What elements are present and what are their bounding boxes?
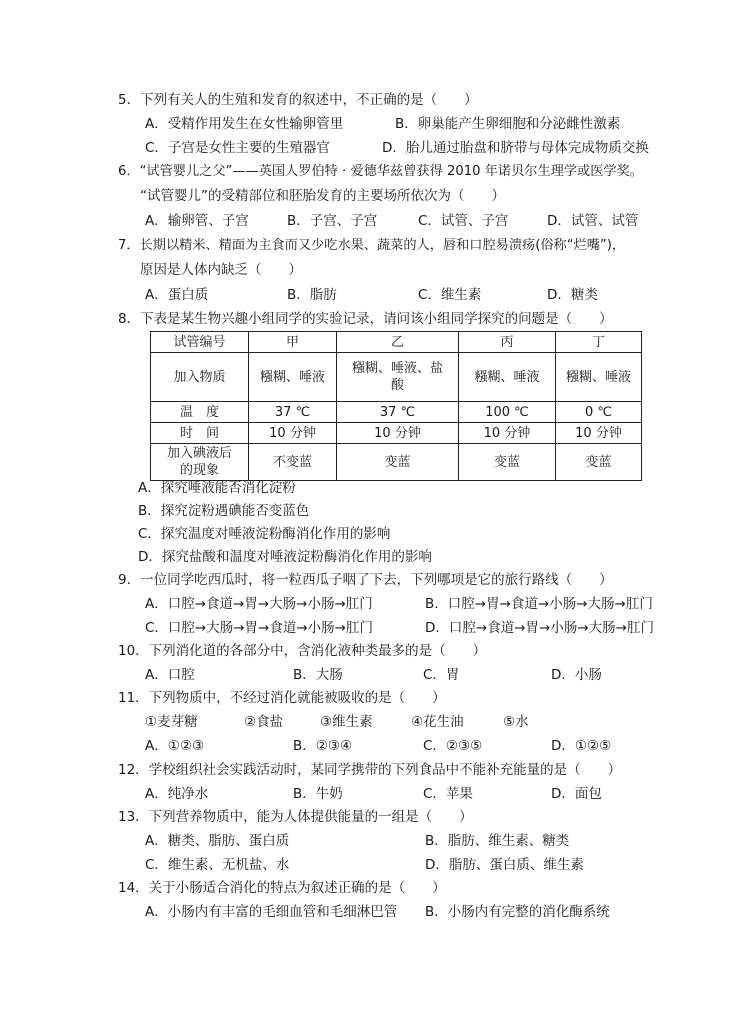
table-header-cell: 丁 — [556, 332, 642, 353]
table-cell: 变蓝 — [556, 444, 642, 481]
q7-option-c: C．维生素 — [418, 287, 482, 303]
q11-option-b: B．②③④ — [293, 738, 353, 754]
experiment-table — [150, 331, 642, 481]
q13-stem: 13．下列营养物质中，能为人体提供能量的一组是（ ） — [118, 809, 473, 825]
q6-option-d: D．试管、试管 — [547, 213, 639, 229]
q10-option-c: C．胃 — [423, 667, 460, 683]
q5-option-c: C．子宫是女性主要的生殖器官 — [145, 140, 330, 156]
q13-option-b: B．脂肪、维生素、糖类 — [425, 833, 570, 849]
q11-item-3: ③维生素 — [320, 714, 373, 730]
q11-item-4: ④花生油 — [411, 714, 464, 730]
table-header-cell: 试管编号 — [151, 332, 249, 353]
q14-stem: 14．关于小肠适合消化的特点为叙述正确的是（ ） — [118, 880, 446, 896]
table-cell: 37 ℃ — [337, 402, 459, 423]
table-cell: 变蓝 — [337, 444, 459, 481]
q7-option-d: D．糖类 — [547, 287, 598, 303]
q5-option-b: B．卵巢能产生卵细胞和分泌雌性激素 — [395, 116, 621, 132]
table-header-cell: 乙 — [337, 332, 459, 353]
table-cell: 时 间 — [151, 423, 249, 444]
table-cell: 10 分钟 — [556, 423, 642, 444]
q10-option-a: A．口腔 — [145, 667, 195, 683]
q12-option-c: C．苹果 — [423, 786, 473, 802]
table-cell: 0 ℃ — [556, 402, 642, 423]
q11-item-5: ⑤水 — [503, 714, 529, 730]
table-cell: 不变蓝 — [249, 444, 337, 481]
table-cell: 100 ℃ — [459, 402, 556, 423]
q10-option-d: D．小肠 — [551, 667, 602, 683]
q8-option-d: D．探究盐酸和温度对唾液淀粉酶消化作用的影响 — [138, 549, 432, 565]
table-cell: 加入碘液后的现象 — [151, 444, 249, 481]
q5-option-d: D．胎儿通过胎盘和脐带与母体完成物质交换 — [382, 140, 649, 156]
q9-option-c: C．口腔→大肠→胃→食道→小肠→肛门 — [145, 620, 373, 636]
table-header-cell: 丙 — [459, 332, 556, 353]
q11-stem: 11．下列物质中，不经过消化就能被吸收的是（ ） — [118, 690, 446, 706]
q13-option-d: D．脂肪、蛋白质、维生素 — [425, 857, 584, 873]
q7-stem-line1: 7．长期以精米、精面为主食而又少吃水果、蔬菜的人，唇和口腔易溃疡(俗称“烂嘴”)， — [118, 238, 626, 253]
q9-option-b: B．口腔→胃→食道→小肠→大肠→肛门 — [425, 596, 653, 612]
q7-stem-line2: 原因是人体内缺乏（ ） — [140, 262, 302, 278]
q8-option-a: A．探究唾液能否消化淀粉 — [138, 480, 296, 496]
q9-option-a: A．口腔→食道→胃→大肠→小肠→肛门 — [145, 596, 373, 612]
table-cell: 变蓝 — [459, 444, 556, 481]
q9-stem: 9．一位同学吃西瓜时，将一粒西瓜子咽了下去，下列哪项是它的旅行路线（ ） — [118, 572, 613, 588]
q6-option-b: B．子宫、子宫 — [287, 213, 378, 229]
q6-option-c: C．试管、子宫 — [418, 213, 509, 229]
q12-stem: 12．学校组织社会实践活动时，某同学携带的下列食品中不能补充能量的是（ ） — [118, 762, 622, 778]
q10-option-b: B．大肠 — [293, 667, 343, 683]
table-cell: 10 分钟 — [459, 423, 556, 444]
q11-option-a: A．①②③ — [145, 738, 205, 754]
q12-option-d: D．面包 — [551, 786, 602, 802]
table-cell: 糨糊、唾液、盐酸 — [337, 353, 459, 402]
q6-stem-line1: 6．“试管婴儿之父”——英国人罗伯特 · 爱德华兹曾获得 2010 年诺贝尔生理学或医学奖。 — [118, 164, 643, 179]
q6-option-a: A．输卵管、子宫 — [145, 213, 249, 229]
table-cell: 37 ℃ — [249, 402, 337, 423]
q5-stem: 5．下列有关人的生殖和发育的叙述中，不正确的是（ ） — [118, 92, 478, 108]
q5-option-a: A．受精作用发生在女性输卵管里 — [145, 116, 344, 132]
q14-option-a: A．小肠内有丰富的毛细血管和毛细淋巴管 — [145, 904, 398, 920]
q7-option-a: A．蛋白质 — [145, 287, 209, 303]
table-row — [151, 353, 642, 402]
table-cell: 10 分钟 — [337, 423, 459, 444]
table-cell: 加入物质 — [151, 353, 249, 402]
q11-option-c: C．②③⑤ — [423, 738, 483, 754]
table-cell: 糨糊、唾液 — [459, 353, 556, 402]
q10-stem: 10．下列消化道的各部分中，含消化液种类最多的是（ ） — [118, 643, 487, 659]
q6-stem-line2: “试管婴儿”的受精部位和胚胎发育的主要场所依次为（ ） — [140, 188, 505, 204]
q8-stem: 8．下表是某生物兴趣小组同学的实验记录，请问该小组同学探究的问题是（ ） — [118, 311, 613, 327]
q12-option-b: B．牛奶 — [293, 786, 343, 802]
table-row — [151, 444, 642, 481]
q11-item-1: ①麦芽糖 — [145, 714, 198, 730]
q8-option-b: B．探究淀粉遇碘能否变蓝色 — [138, 503, 310, 519]
table-row — [151, 423, 642, 444]
table-row — [151, 402, 642, 423]
table-cell: 糨糊、唾液 — [249, 353, 337, 402]
q14-option-b: B．小肠内有完整的消化酶系统 — [425, 904, 610, 920]
q13-option-c: C．维生素、无机盐、水 — [145, 857, 290, 873]
q7-option-b: B．脂肪 — [287, 287, 337, 303]
q8-option-c: C．探究温度对唾液淀粉酶消化作用的影响 — [138, 526, 391, 542]
q13-option-a: A．糖类、脂肪、蛋白质 — [145, 833, 290, 849]
table-header-cell: 甲 — [249, 332, 337, 353]
q9-option-d: D．口腔→食道→胃→小肠→大肠→肛门 — [425, 620, 654, 636]
q11-item-2: ②食盐 — [244, 714, 284, 730]
table-header-row — [151, 332, 642, 353]
table-cell: 糨糊、唾液 — [556, 353, 642, 402]
table-cell: 温 度 — [151, 402, 249, 423]
q11-option-d: D．①②⑤ — [551, 738, 612, 754]
table-cell: 10 分钟 — [249, 423, 337, 444]
q12-option-a: A．纯净水 — [145, 786, 209, 802]
